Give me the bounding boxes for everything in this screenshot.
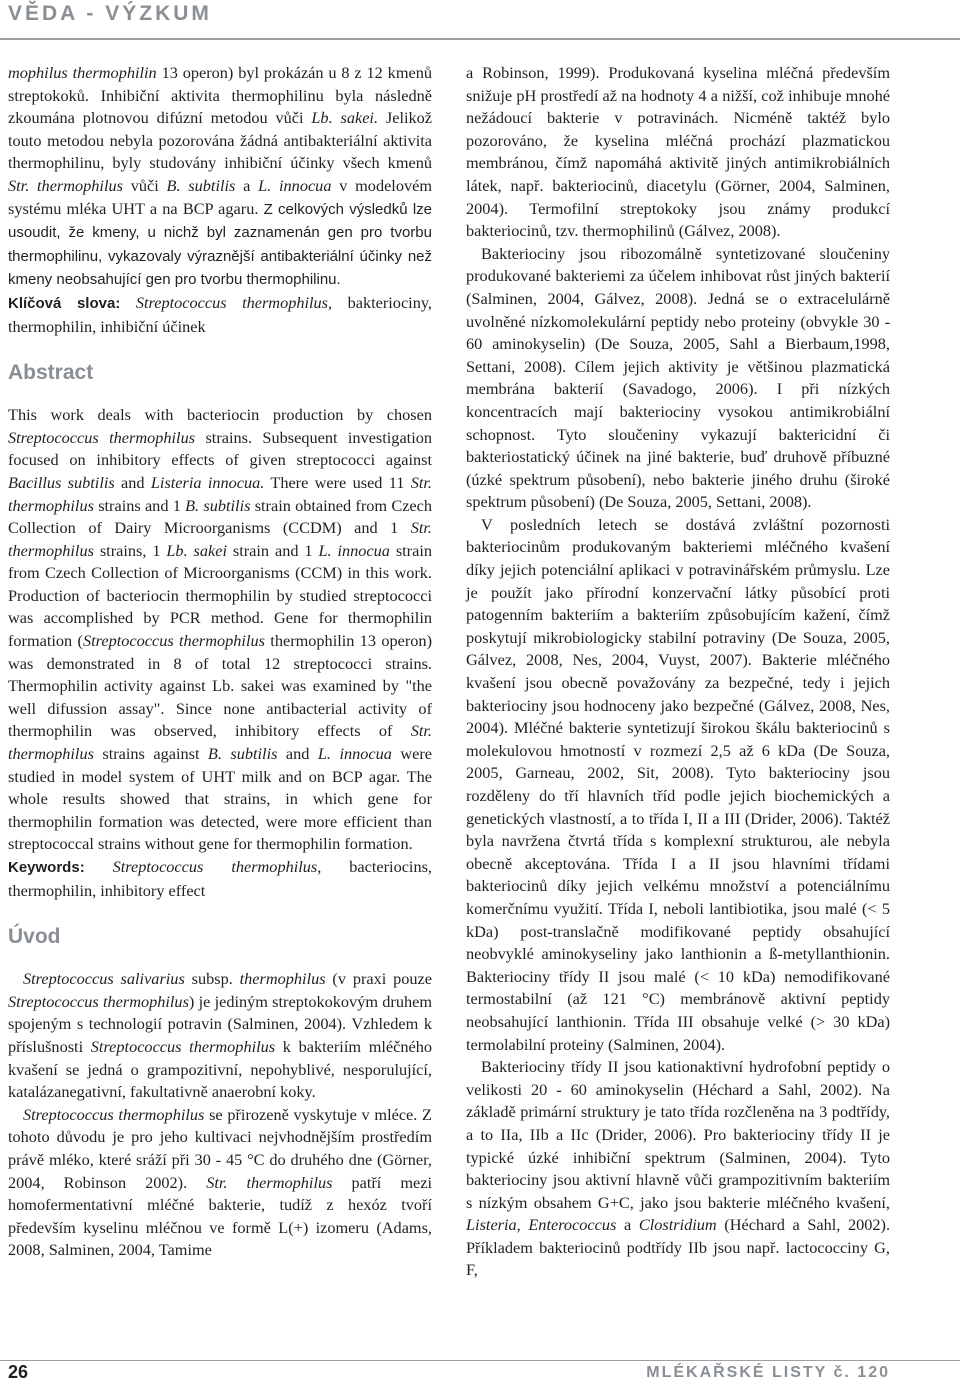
italic-text-run: Streptococcus thermophilus, (112, 857, 322, 876)
text-run: 13 operon) byl prokázán u 8 z 12 kmenů streptokoků. Inhibiční aktivita thermophilinu byla následně zkoumána plotnovou difúzní metodou vůči (8, 63, 432, 128)
text-run: patří mezi homofermentativní mléčné bakterie, tudíž z hexóz tvoří především kyselinu mléčnou ve formě L(+) izomeru (Adams, 2008, Salminen, 2004, Tamime (8, 1172, 432, 1260)
body-paragraph-1 (466, 62, 890, 243)
text-run: thermophilin 13 operon) was demonstrated in 8 of total 12 streptococci strains. Thermophilin activity against Lb. sakei was examined by "the well difussion assay". Since none antibacterial activity of thermophilin was observed, inhibitory effects of (8, 631, 432, 741)
introduction-paragraph-1 (8, 968, 432, 1104)
italic-text-run: B. subtilis (185, 495, 251, 515)
italic-text-run: mophilus thermophilin (8, 63, 157, 82)
text-run: strain obtained from Czech Collection of Dairy Microorganisms (CCDM) and 1 (8, 495, 433, 538)
text-run: strain from Czech Collection of Microorganisms (CCM) in this work. Production of bacteriocin thermophilin by studied streptococci was accomplished by PCR method. Gene for thermophilin formation ( (8, 540, 432, 651)
journal-footer: MLÉKAŘSKÉ LISTY č. 120 (646, 1364, 890, 1381)
italic-text-run: Str. thermophilus (8, 472, 432, 515)
text-run: strains against (93, 744, 208, 764)
text-run (85, 857, 113, 876)
text-run: Bakteriociny jsou ribozomálně syntetizované sloučeniny produkované bakteriemi za účelem inhibovat růst jiných bakterií (Salminen, 2004, Gálvez, 2008). Jedná se o extracelulárně uvolněné nízkomolekulární peptidy nebo proteiny (obvykle 30 - 60 aminokyselin) (De Souza, 2005, Sahl a Bierbaum,1998, Settani, 2008). Cílem jejich aktivity je většinou plazmatická membrána bakterií (Savadogo, 2006). I při nízkých koncentracích mají bakteriociny vysokou antimikrobiální schopnost. Tyto sloučeniny vykazují baktericidní či bakteriostatický účinek na jiné bakterie, buď druhově příbuzné (úzké spektrum působení), nebo bakterie jiného druhu (široké spektrum působení) (De Souza, 2005, Settani, 2008). (466, 243, 890, 512)
italic-text-run: Streptococcus thermophilus (23, 1104, 205, 1124)
text-run (120, 293, 136, 312)
italic-text-run: Listeria, Enterococcus (466, 1215, 617, 1235)
text-run: Z celkových výsledků lze usoudit, že kmeny, u nichž byl zaznamenán gen pro tvorbu thermophilinu, vykazovaly výraznější antibakteriální účinky než kmeny neobsahující gen pro tvorbu thermophilinu. (8, 200, 433, 289)
text-run: V posledních letech se dostává zvláštní pozornosti bakteriocinům produkovaným bakteriemi mléčného kvašení díky jejich potenciální aplikaci v potravinářském průmyslu. Lze je použít jako přírodní konzervační látky působící proti patogenním bakteriím a bakteriím způsobujícím kažení, čímž poskytují mikrobiologicky stabilní potraviny (De Souza, 2005, Gálvez, 2008, Nes, 2004, Vuyst, 2007). Bakterie mléčného kvašení jsou obecně považovány za bezpečné, tedy i jejich bakteriociny jsou hodnoceny jako bezpečné (Gálvez, 2008, Nes, 2004). Mléčné bakterie syntetizují širokou škálu bakteriocinů s molekulovou hmotností v rozmezí 2,5 až 6 kDa (De Souza, 2005, Garneau, 2002, Sit, 2008). Tyto bakteriociny jsou rozděleny do tří hlavních tříd podle jejich biochemických a genetických vlastností, a to třída I, II a III (Drider, 2006). Taktéž byla navržena čtvrtá třída s komplexní strukturou, ale nebyla obecně akceptována. Třída I a II jsou hlavními třídami bakteriocinů díky jejich velkému množství a potenciálnímu komerčnímu využití. Třída I, neboli lantibiotika, jsou malé (< 5 kDa) post-translačně modifikované peptidy obsahující neobvyklé aminokyseliny jako lanthionin a ß-metyllanthionin. Bakteriociny třídy II jsou malé (< 10 kDa) nemodifikované termostabilní (až 121 °C) membránově aktivní peptidy neobsahující lanthionin. Třída III obsahuje velké (> 30 kDa) termolabilní proteiny (Salminen, 2004). (466, 514, 890, 1054)
text-run: strain and 1 (227, 540, 319, 560)
keywords-label: Klíčová slova: (8, 294, 121, 312)
english-keywords (8, 856, 432, 902)
italic-text-run: Str. thermophilus (206, 1172, 333, 1192)
text-run: subsp. (184, 969, 240, 989)
italic-text-run: Bacillus subtilis (8, 472, 115, 492)
text-run: bakteriociny, thermophilin, inhibiční účinek (8, 292, 432, 336)
text-run: Bakteriociny třídy II jsou kationaktivní hydrofobní peptidy o velikosti 20 - 60 aminokyselin (Héchard a Sahl, 2002). Na základě primární struktury je tato třída rozčleněna na 3 podtřídy, a to IIa, IIb a IIc (Drider, 2006). Pro bakteriociny třídy II je typické úzké inhibiční spektrum (Salminen, 2004). Tyto bakteriociny jsou aktivní hlavně vůči grampozitivním bakteriím s nízkým obsahem G+C, jako jsou bakterie mléčného kvašení, (466, 1057, 890, 1212)
text-run: a (616, 1215, 639, 1235)
text-run: This work deals with bacteriocin production by chosen (8, 405, 432, 425)
italic-text-run: thermophilus (239, 969, 326, 989)
italic-text-run: Str. thermophilus (8, 175, 123, 195)
text-run: strains, 1 (93, 540, 167, 560)
introduction-heading: Úvod (8, 925, 61, 949)
italic-text-run: Streptococcus salivarius (23, 969, 185, 989)
text-run: were studied in model system of UHT milk and on BCP agar. The whole results showed that strains, in which gene for thermophilin formation was detected, were more efficient than streptococcal strains without gene for thermophilin formation. (8, 744, 433, 854)
header-rule (0, 38, 960, 40)
italic-text-run: Streptococcus thermophilus (8, 427, 196, 447)
czech-abstract-paragraph (8, 62, 432, 292)
text-run: strains. Subsequent investigation focused on inhibitory effects of given streptococci against (8, 427, 433, 470)
text-run: and (114, 472, 151, 492)
italic-text-run: B. subtilis (207, 744, 278, 764)
text-run: se přirozeně vyskytuje v mléce. Z tohoto důvodu je pro jeho kultivaci nejvhodnějším prostředím právě mléko, které sráží při 30 - 45 °C do druhého dne (Görner, 2004, Robinson 2002). (8, 1104, 432, 1192)
text-run: (v praxi pouze (325, 969, 432, 989)
text-run: v modelovém systému mléka UHT a na BCP agaru. (8, 175, 433, 218)
czech-keywords (8, 292, 432, 338)
italic-text-run: Streptococcus thermophilus (8, 991, 189, 1011)
keywords-label: Keywords: (8, 859, 85, 876)
italic-text-run: Str. thermophilus (8, 721, 432, 764)
italic-text-run: Clostridium (638, 1215, 717, 1235)
text-run: Jelikož touto metodou nebyla pozorována žádná antibakteriální aktivita thermophilinu, byly studovány inhibiční účinky všech kmenů (8, 108, 433, 173)
italic-text-run: B. subtilis (166, 175, 236, 195)
text-run: bacteriocins, thermophilin, inhibitory effect (8, 857, 433, 900)
body-paragraph-3 (466, 514, 890, 1056)
english-abstract-paragraph (8, 404, 432, 856)
body-paragraph-4 (466, 1056, 890, 1282)
italic-text-run: Streptococcus thermophilus (82, 631, 265, 651)
italic-text-run: L. innocua (258, 175, 332, 195)
right-column (466, 62, 890, 1282)
text-run: and (277, 744, 318, 764)
left-column (8, 62, 432, 1262)
text-run: a (235, 175, 259, 195)
footer-rule (0, 1360, 960, 1361)
text-run: a Robinson, 1999). Produkovaná kyselina mléčná především snižuje pH prostředí až na hodnoty 4 a nižší, což inhibuje mnohé nežádoucí bakterie v potravinách. Nicméně taktéž bylo pozorováno, že kyselina mléčná prochází plazmatickou membránou, čímž napomáhá aktivitě jiných antimikrobiálních látek, např. bakteriocinů, diacetylu (Görner, 2004, Salminen, 2004). Termofilní streptokoky jsou známy produkcí bakteriocinů, tzv. thermophilinů (Gálvez, 2008). (466, 63, 890, 241)
text-run: k bakteriím mléčného kvašení se jedná o grampozitivní, nepohyblivé, nesporulující, katalázanegativní, fakultativně anaerobní koky. (8, 1036, 432, 1102)
italic-text-run: Streptococcus thermophilus (90, 1036, 276, 1056)
italic-text-run: Lb. sakei (166, 540, 227, 560)
text-run: ) je jediným streptokokovým druhem spojeným s technologií potravin (Salminen, 2004). Vzhledem k příslušnosti (8, 991, 432, 1056)
italic-text-run: L. innocua (318, 540, 390, 560)
text-run: strains and 1 (93, 495, 186, 515)
italic-text-run: Str. thermophilus (8, 518, 432, 560)
italic-text-run: L. innocua (317, 744, 392, 764)
italic-text-run: Lb. sakei. (311, 108, 379, 128)
text-run: There were used 11 (264, 472, 411, 492)
abstract-heading: Abstract (8, 361, 94, 385)
italic-text-run: Listeria innocua. (150, 472, 265, 492)
body-paragraph-2 (466, 243, 890, 514)
text-run: vůči (122, 175, 167, 195)
section-header: VĚDA - VÝZKUM (8, 2, 212, 25)
text-run: (Héchard a Sahl, 2002). Příkladem bakteriocinů podtřídy IIb jsou např. lactococciny G, F, (466, 1215, 891, 1280)
introduction-paragraph-2 (8, 1104, 432, 1262)
italic-text-run: Streptococcus thermophilus, (135, 292, 333, 312)
page-number: 26 (8, 1362, 29, 1382)
